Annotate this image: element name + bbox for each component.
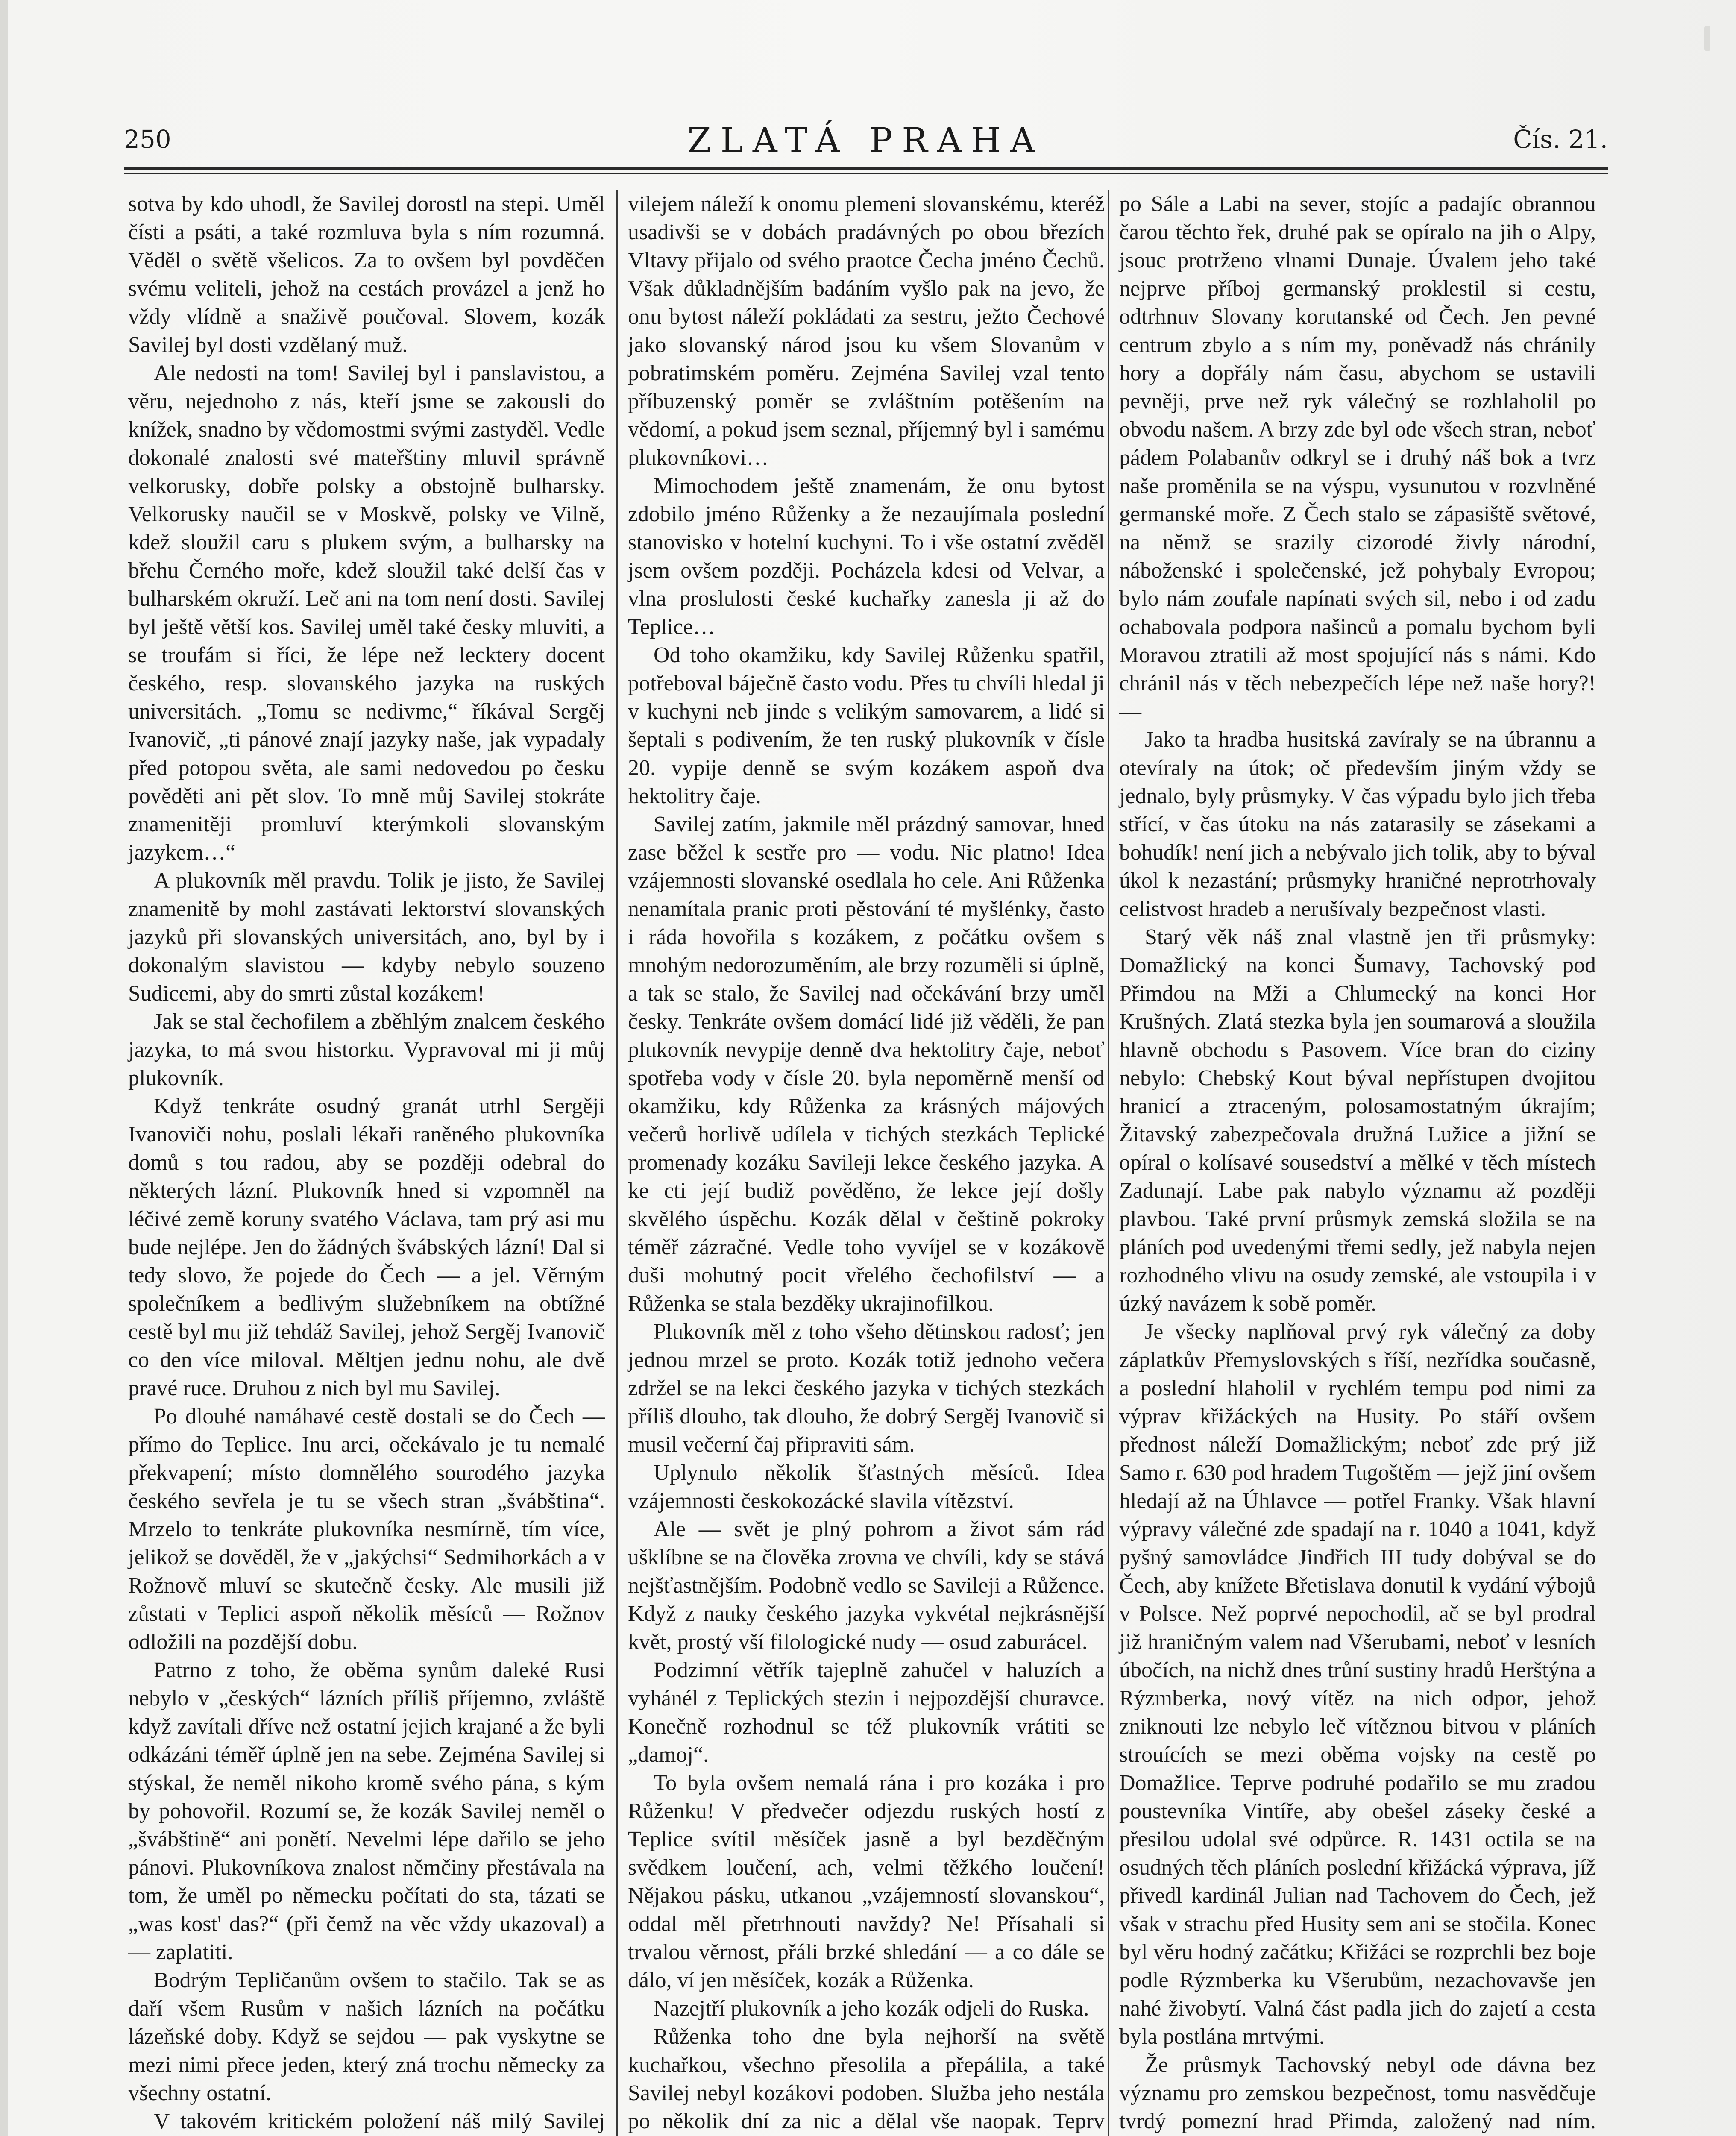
column-divider <box>616 190 618 2136</box>
page-number: 250 <box>124 125 171 154</box>
paragraph: Je všecky naplňoval prvý ryk válečný za doby záplatkův Přemyslovských s říší, nezřídka současně, a poslední hlaholil v rychlém tempu pod nimi za výprav křižáckých na Husity. Po stáří ovšem přednost náleží Domažlickým; neboť zde prý již Samo r. 630 pod hradem Tugoštěm — jejž jiní ovšem hledají až na Úhlavce — potřel Franky. Však hlavní výpravy válečné zde spadají na r. 1040 a 1041, když pyšný samovládce Jindřich III tudy dobýval se do Čech, aby knížete Břetislava donutil k vydání výbojů v Polsce. Než poprvé nepochodil, ač se byl prodral již hraničným valem nad Všerubami, neboť v lesních úbočích, na nichž dnes trůní sustiny hradů Herštýna a Rýzmberka, nový vítěz na nich odpor, jehož zniknouti lze nebylo leč vítěznou bitvou v pláních strouících se mezi oběma vojsky na cestě po Domažlice. Teprve podruhé podařilo se mu zradou poustevníka Vintíře, aby obešel záseky české a přesilou udolal své odpůrce. R. 1431 octila se na osudných těch pláních poslední křižácká výprava, jíž přivedl kardinál Julian nad Tachovem do Čech, jež však v strachu před Husity sem ani se stočila. Konec byl věru hodný začátku; Křižáci se rozprchli bez boje podle Rýzmberka ku Všerubům, nezachovavše jen nahé živobytí. Valná část padla jich do zajetí a cesta byla postlána mrtvými. <box>1119 1320 1596 2049</box>
paragraph: po Sále a Labi na sever, stojíc a padajíc obrannou čarou těchto řek, druhé pak se opíralo na jih o Alpy, jsouc protrženo vlnami Dunaje. Úvalem jeho také nejprve příboj germanský proklestil si cestu, odtrhnuv Slovany korutanské od Čech. Jen pevné centrum zbylo a s ním my, poněvadž nás chránily hory a dopřály nám času, abychom se ustavili pevněji, prve než ryk válečný se rozhlaholil po obvodu našem. A brzy zde byl ode všech stran, neboť pádem Polabanův odkryl se i druhý náš bok a tvrz naše proměnila se na výspu, vysunutou v rozvlněné germanské moře. Z Čech stalo se zápasiště světové, na němž se srazily cizorodé živly národní, náboženské i společenské, jež pohybaly Evropou; bylo nám zoufale napínati svých sil, nebo i od zadu ochabovala podpora našinců a pomalu bychom byli Moravou ztratili až most spojující nás s námi. Kdo chránil nás v těch nebezpečích lépe než naše hory?! — <box>1119 192 1596 724</box>
paragraph: Savilej zatím, jakmile měl prázdný samovar, hned zase běžel k sestře pro — vodu. Nic platno! Idea vzájemnosti slovanské osedlala ho cele. Ani Růženka nenamítala pranic proti pěstování té myšlénky, často i ráda hovořila s kozákem, z počátku ovšem s mnohým nedorozuměním, ale brzy rozuměli si úplně, a tak se stalo, že Savilej nad očekávání brzy uměl česky. Tenkráte ovšem domácí lidé již věděli, že pan plukovník nevypije denně dva hektolitry čaje, neboť spotřeba vody v čísle 20. byla nepoměrně menší od okamžiku, kdy Růženka za krásných májových večerů horlivě udílela v tichých stezkách Teplické promenady kozáku Savileji lekce českého jazyka. A ke cti její budiž pověděno, že lekce její došly skvělého úspěchu. Kozák dělal v češtině pokroky téměř zázračné. Vedle toho vyvíjel se v kozákově duši mohutný pocit vřelého čechofilství — a Růženka se stala bezděky ukrajinofilkou. <box>628 812 1105 1316</box>
issue-number: Čís. 21. <box>1513 125 1608 154</box>
page-header <box>124 120 1608 170</box>
column-2 <box>628 190 1105 2136</box>
paragraph: Patrno z toho, že oběma synům daleké Rusi nebylo v „českých“ lázních příliš příjemno, zvláště když zavítali dříve než ostatní jejich krajané a že byli odkázáni téměř úplně jen na sebe. Zejména Savilej si stýskal, že neměl nikoho kromě svého pána, s kým by pohovořil. Rozumí se, že kozák Savilej neměl o „švábštině“ ani ponětí. Nevelmi lépe dařilo se jeho pánovi. Plukovníkova znalost němčiny přestávala na tom, že uměl po německu počítati do sta, tázati se „was kost' das?“ (při čemž na věc vždy ukazoval) a — zaplatiti. <box>128 1658 605 1964</box>
paragraph: Že průsmyk Tachovský nebyl ode dávna bez významu pro zemskou bezpečnost, tomu nasvědčuje tvrdý pomezní hrad Přimda, založený nad ním. <box>1119 2053 1596 2133</box>
paragraph: V takovém kritickém položení náš milý Savilej <box>154 2109 605 2133</box>
paragraph: Starý věk náš znal vlastně jen tři průsmyky: Domažlický na konci Šumavy, Tachovský pod Přimdou na Mži a Chlumecký na konci Hor Krušných. Zlatá stezka byla jen soumarová a sloužila hlavně obchodu s Pasovem. Více bran do ciziny nebylo: Chebský Kout býval nepřístupen dvojitou hranicí a ztraceným, polosamostatným úkrajím; Žitavský zabezpečovala družná Lužice a jižní se opíral o kolísavé sousedství a mělké v těch místech Zadunají. Labe pak nabylo významu až později plavbou. Také první průsmyk zemská složila se na pláních pod uvedenými třemi sedly, jež nabyla nejen rozhodného vlivu na osudy zemské, ale vstoupila i v úzký navázem k sobě poměr. <box>1119 925 1596 1316</box>
journal-title: ZLATÁ PRAHA <box>687 120 1044 160</box>
paragraph: Jak se stal čechofilem a zběhlým znalcem českého jazyka, to má svou historku. Vypravoval mi ji můj plukovník. <box>128 1009 605 1090</box>
paragraph: Plukovník měl z toho všeho dětinskou radosť; jen jednou mrzel se proto. Kozák totiž jednoho večera zdržel se na lekci českého jazyka v tichých stezkách příliš dlouho, tak dlouho, že dobrý Sergěj Ivanovič si musil večerní čaj připraviti sám. <box>628 1320 1105 1457</box>
paragraph: vilejem náleží k onomu plemeni slovanskému, kteréž usadivši se v dobách pradávných po obou březích Vltavy přijalo od svého praotce Čecha jméno Čechů. Však důkladnějším badáním vyšlo pak na jevo, že onu bytost náleží pokládati za sestru, ježto Čechové jako slovanský národ jsou ku všem Slovanům v pobratimském poměru. Zejména Savilej vzal tento příbuzenský poměr se zvláštním potěšením na vědomí, a pokud jsem seznal, příjemný byl i samému plukovníkovi… <box>628 192 1105 470</box>
paragraph: Po dlouhé namáhavé cestě dostali se do Čech — přímo do Teplice. Inu arci, očekávalo je tu nemalé překvapení; místo domnělého sourodého jazyka českého sevřela je tu se všech stran „švábština“. Mrzelo to tenkráte plukovníka nesmírně, tím více, jelikož se dověděl, že v „jakýchsi“ Sedmihorkách a v Rožnově mluví se skutečně česky. Ale musili již zůstati v Teplici aspoň několik měsíců — Rožnov odložili na pozdější dobu. <box>128 1404 605 1654</box>
header-rule <box>124 173 1608 174</box>
paragraph: Uplynulo několik šťastných měsíců. Idea vzájemnosti českokozácké slavila vítězství. <box>628 1461 1105 1513</box>
scan-mark <box>1704 26 1710 51</box>
paragraph: A plukovník měl pravdu. Tolik je jisto, že Savilej znamenitě by mohl zastávati lektorství slovanských jazyků při slovanských universitách, ano, byl by i dokonalým slavistou — kdyby nebylo souzeno Sudicemi, aby do smrti zůstal kozákem! <box>128 868 605 1006</box>
column-3 <box>1119 190 1596 2136</box>
paragraph: Nazejtří plukovník a jeho kozák odjeli do Ruska. <box>654 1996 1089 2021</box>
paragraph: Jako ta hradba husitská zavíraly se na úbrannu a otevíraly na útok; oč především jiným vždy se jednalo, byly průsmyky. V čas výpadu bylo jich třeba střící, v čas útoku na nás zatarasily se zásekami a bohudík! není jich a nebývalo jich tolik, aby to býval úkol k nezastání; průsmyky hraničné neprotrhovaly celistvost hradeb a nerušívaly bezpečnost vlasti. <box>1119 728 1596 921</box>
paragraph: Ale nedosti na tom! Savilej byl i panslavistou, a věru, nejednoho z nás, kteří jsme se zakousli do knížek, snadno by vědomostmi svými zastyděl. Vedle dokonalé znalosti své mateřštiny mluvil správně velkorusky, dobře polsky a obstojně bulharsky. Velkorusky naučil se v Moskvě, polsky ve Vilně, kdež sloužil caru s plukem svým, a bulharsky na břehu Černého moře, kdež sloužil také delší čas v bulharském okruží. Leč ani na tom není dosti. Savilej byl ještě větší kos. Savilej uměl také česky mluviti, a se troufám si říci, že lépe než lecktery docent českého, resp. slovanského jazyka na ruských universitách. „Tomu se nedivme,“ říkával Sergěj Ivanovič, „ti pánové znají jazyky naše, jak vypadaly před potopou světa, ale sami nedovedou po česku pověděti ani pět slov. To mně můj Savilej stokráte znamenitěji promluví kterýmkoli slovanským jazykem…“ <box>128 361 605 865</box>
paragraph: To byla ovšem nemalá rána i pro kozáka i pro Růženku! V předvečer odjezdu ruských hostí z Teplice svítil měsíček jasně a byl bezděčným svědkem loučení, ach, velmi těžkého loučení! Nějakou pásku, utkanou „vzájemností slovanskou“, oddal měl přetrhnouti navždy? Ne! Přísahali si trvalou věrnost, přáli brzké shledání — a co dále se dálo, ví jen měsíček, kozák a Růženka. <box>628 1771 1105 1992</box>
paragraph: Mimochodem ještě znamenám, že onu bytost zdobilo jméno Růženky a že nezaujímala poslední stanovisko v hotelní kuchyni. To i vše ostatní zvěděl jsem ovšem později. Pocházela kdesi od Velvar, a vlna proslulosti české kuchařky zanesla ji až do Teplice… <box>628 474 1105 639</box>
page-edge <box>0 0 8 2136</box>
column-divider <box>1108 190 1109 2136</box>
paragraph: Když tenkráte osudný granát utrhl Sergěji Ivanoviči nohu, poslali lékaři raněného plukovníka domů s tou radou, aby se později odebral do některých lázní. Plukovník hned si vzpomněl na léčivé země koruny svatého Václava, tam prý asi mu bude nejlépe. Jen do žádných švábských lázní! Dal si tedy slovo, že pojede do Čech — a jel. Věrným společníkem a bedlivým služebníkem na obtížné cestě byl mu již tehdáž Savilej, jehož Sergěj Ivanovič co den více miloval. Měltjen jednu nohu, ale dvě pravé ruce. Druhou z nich byl mu Savilej. <box>128 1094 605 1400</box>
paragraph: Od toho okamžiku, kdy Savilej Růženku spatřil, potřeboval báječně často vodu. Přes tu chvíli hledal ji v kuchyni neb jinde s velikým samovarem, a lidé si šeptali s podivením, že ten ruský plukovník v čísle 20. vypije denně se svým kozákem aspoň dva hektolitry čaje. <box>628 643 1105 808</box>
paragraph: Podzimní větřík tajeplně zahučel v haluzích a vyhánél z Teplických stezin i nejpozdější churavce. Konečně rozhodnul se též plukovník vrátiti se „damoj“. <box>628 1658 1105 1767</box>
paragraph: sotva by kdo uhodl, že Savilej dorostl na stepi. Uměl čísti a psáti, a také rozmluva byla s ním rozumná. Věděl o světě všelicos. Za to ovšem byl povděčen svému veliteli, jehož na cestách provázel a jenž ho vždy vlídně a snaživě poučoval. Slovem, kozák Savilej byl dosti vzdělaný muž. <box>128 192 605 357</box>
column-1 <box>128 190 605 2136</box>
paragraph: Ale — svět je plný pohrom a život sám rád ušklíbne se na člověka zrovna ve chvíli, kdy se stává nejšťastnějším. Podobně vedlo se Savileji a Růžence. Když z nauky českého jazyka vykvétal nejkrásnější květ, prostý vší filologické nudy — osud zaburácel. <box>628 1517 1105 1654</box>
paragraph: Bodrým Tepličanům ovšem to stačilo. Tak se as daří všem Rusům v našich lázních na počátku lázeňské doby. Když se sejdou — pak vyskytne se mezi nimi přece jeden, který zná trochu německy za všechny ostatní. <box>128 1968 605 2105</box>
paragraph: Růženka toho dne byla nejhorší na světě kuchařkou, všechno přesolila a přepálila, a také Savilej nebyl kozákovi podoben. Služba jeho nestála po několik dní za nic a dělal vše naopak. Teprv <box>628 2025 1105 2133</box>
